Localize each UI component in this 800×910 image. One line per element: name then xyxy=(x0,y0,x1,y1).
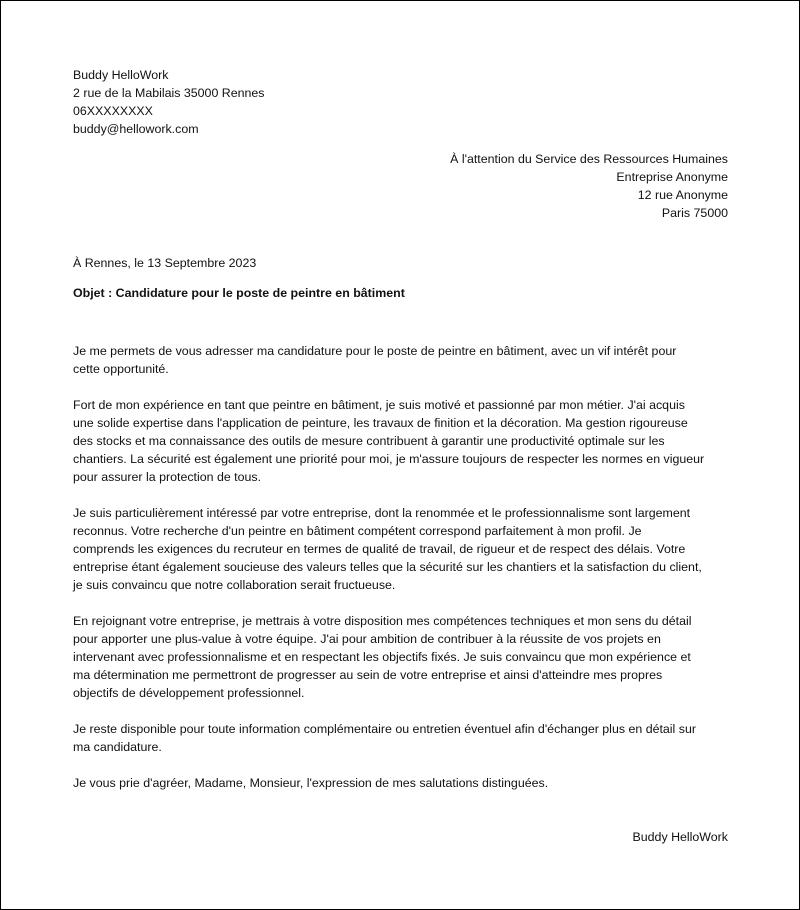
signature xyxy=(73,828,728,846)
signature-name: Buddy HelloWork xyxy=(632,830,728,844)
paragraph-line: pour apporter une plus-value à votre équipe. J'ai pour ambition de contribuer à la réussite de vos projets en xyxy=(73,632,661,646)
paragraph-line: entreprise étant également soucieuse des valeurs telles que la sécurité sur les chantiers et la satisfaction du client, xyxy=(73,560,702,574)
paragraph-line: En rejoignant votre entreprise, je mettrais à votre disposition mes compétences techniques et mon sens du détail xyxy=(73,614,692,628)
recipient-street: 12 rue Anonyme xyxy=(637,188,728,202)
paragraph-line: ma candidature. xyxy=(73,740,162,754)
subject-text: Objet : Candidature pour le poste de peintre en bâtiment xyxy=(73,286,405,300)
recipient-city: Paris 75000 xyxy=(661,206,728,220)
sender-phone: 06XXXXXXXX xyxy=(73,104,153,118)
paragraph-line: Je reste disponible pour toute information complémentaire ou entretien éventuel afin d'échanger plus en détail sur xyxy=(73,722,696,736)
place-date-text: À Rennes, le 13 Septembre 2023 xyxy=(73,256,257,270)
recipient-attention: À l'attention du Service des Ressources Humaines xyxy=(450,152,728,166)
subject-line xyxy=(73,284,728,302)
paragraph-line: objectifs de développement professionnel. xyxy=(73,686,305,700)
paragraph-line: reconnus. Votre recherche d'un peintre en bâtiment compétent correspond parfaitement à mon profil. Je xyxy=(73,524,642,538)
sender-block xyxy=(73,66,728,138)
paragraph-2 xyxy=(73,396,728,486)
sender-email: buddy@hellowork.com xyxy=(73,122,199,136)
place-date xyxy=(73,254,728,272)
paragraph-3 xyxy=(73,504,728,594)
recipient-company: Entreprise Anonyme xyxy=(616,170,728,184)
paragraph-line: une solide expertise dans l'application de peinture, les travaux de finition et la décoration. Ma gestion rigoureuse xyxy=(73,416,688,430)
paragraph-line: chantiers. La sécurité est également une priorité pour moi, je m'assure toujours de respecter les normes en vigueur xyxy=(73,452,705,466)
paragraph-line: comprends les exigences du recruteur en termes de qualité de travail, de rigueur et de respect des délais. Votre xyxy=(73,542,686,556)
sender-name: Buddy HelloWork xyxy=(73,68,169,82)
paragraph-4 xyxy=(73,612,728,702)
paragraph-line: intervenant avec professionnalisme et en respectant les objectifs fixés. Je suis convaincu que mon expérience et xyxy=(73,650,691,664)
recipient-block xyxy=(73,150,728,222)
paragraph-1 xyxy=(73,342,728,378)
closing-paragraph xyxy=(73,774,728,792)
paragraph-line: Je suis particulièrement intéressé par votre entreprise, dont la renommée et le professionnalisme sont largement xyxy=(73,506,691,520)
paragraph-line: des stocks et ma connaissance des outils de mesure contribuent à garantir une productivité optimale sur les xyxy=(73,434,665,448)
paragraph-line: Fort de mon expérience en tant que peintre en bâtiment, je suis motivé et passionné par mon métier. J'ai acquis xyxy=(73,398,685,412)
paragraph-5 xyxy=(73,720,728,756)
paragraph-line: je suis convaincu que notre collaboration serait fructueuse. xyxy=(73,578,396,592)
paragraph-line: ma détermination me permettront de progresser au sein de votre entreprise et ainsi d'atteindre mes propres xyxy=(73,668,663,682)
sender-address: 2 rue de la Mabilais 35000 Rennes xyxy=(73,86,265,100)
paragraph-line: pour assurer la protection de tous. xyxy=(73,470,262,484)
paragraph-line: Je vous prie d'agréer, Madame, Monsieur, l'expression de mes salutations distinguées. xyxy=(73,776,549,790)
paragraph-line: cette opportunité. xyxy=(73,362,169,376)
paragraph-line: Je me permets de vous adresser ma candidature pour le poste de peintre en bâtiment, avec un vif intérêt pour xyxy=(73,344,677,358)
